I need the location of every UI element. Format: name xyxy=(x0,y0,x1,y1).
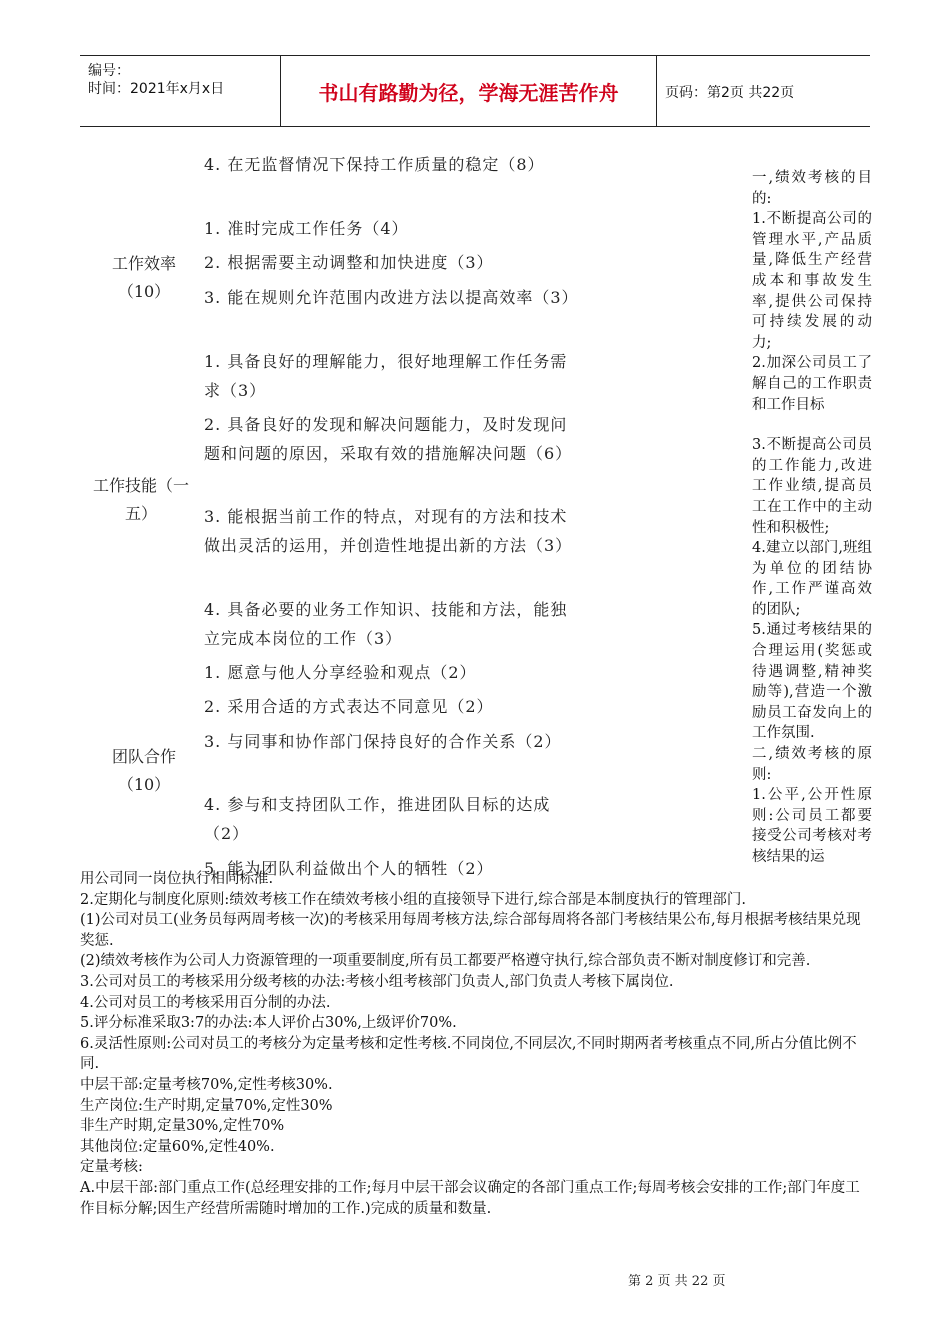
body-paragraph: A.中层干部:部门重点工作(总经理安排的工作;每月中层干部会议确定的各部门重点工作;每周考核会安排的工作;部门年度工作目标分解;因生产经营所需随时增加的工作.)完成的质量和数量. xyxy=(80,1179,860,1217)
criterion-item: 2. 具备良好的发现和解决问题能力，及时发现问题和问题的原因，采取有效的措施解决问题（6） xyxy=(204,415,573,463)
page-footer: 第 2 页 共 22 页 xyxy=(628,1274,726,1289)
criterion-item: 3. 与同事和协作部门保持良好的合作关系（2） xyxy=(204,732,562,751)
motto: 书山有路勤为径，学海无涯苦作舟 xyxy=(280,56,657,126)
body-paragraph: 其他岗位:定量60%,定性40%. xyxy=(80,1138,275,1155)
time-label: 时间：2021年x月x日 xyxy=(88,81,225,97)
sidebar-paragraph: 二,绩效考核的原则: xyxy=(752,746,872,783)
body-paragraph: 5.评分标准采取3:7的办法:本人评价占30%,上级评价70%. xyxy=(80,1015,457,1032)
body-paragraph: 中层干部:定量考核70%,定性考核30%. xyxy=(80,1076,333,1093)
body-paragraph: 4.公司对员工的考核采用百分制的办法. xyxy=(80,994,331,1011)
body-paragraph: (1)公司对员工(业务员每两周考核一次)的考核采用每周考核方法,综合部每周将各部门考核结果公布,每月根据考核结果兑现奖惩. xyxy=(80,912,861,949)
criterion-item: 3. 能在规则允许范围内改进方法以提高效率（3） xyxy=(204,288,579,307)
criterion-item: 2. 根据需要主动调整和加快进度（3） xyxy=(204,253,494,272)
criterion-item: 4. 具备必要的业务工作知识、技能和方法，能独立完成本岗位的工作（3） xyxy=(204,600,568,648)
section-label: 团队合作 （10） xyxy=(111,747,176,794)
number-label: 编号： xyxy=(88,63,130,79)
page-header xyxy=(80,55,870,127)
header-meta xyxy=(88,62,288,98)
body-paragraph: 2.定期化与制度化原则:绩效考核工作在绩效考核小组的直接领导下进行,综合部是本制度执行的管理部门. xyxy=(80,891,746,908)
sidebar-paragraph: 2.加深公司员工了解自己的工作职责和工作目标 xyxy=(752,355,872,413)
sidebar-paragraph: 1.不断提高公司的管理水平,产品质量,降低生产经营成本和事故发生率,提供公司保持可持续发展的动力; xyxy=(752,211,872,351)
criterion-item: 1. 准时完成工作任务（4） xyxy=(204,219,409,238)
sidebar-paragraph: 3.不断提高公司员的工作能力,改进工作业绩,提高员工在工作中的主动性和积极性; xyxy=(752,437,872,536)
criterion-item: 3. 能根据当前工作的特点，对现有的方法和技术做出灵活的运用，并创造性地提出新的方法（3） xyxy=(204,507,573,555)
body-text xyxy=(80,869,872,1219)
body-paragraph: 生产岗位:生产时期,定量70%,定性30% xyxy=(80,1097,333,1114)
section-label: 工作技能（一 五） xyxy=(92,476,189,523)
criterion-item: 1. 愿意与他人分享经验和观点（2） xyxy=(204,663,477,682)
section-label: 工作效率 （10） xyxy=(111,254,176,301)
body-paragraph: (2)绩效考核作为公司人力资源管理的一项重要制度,所有员工都要严格遵守执行,综合部负责不断对制度修订和完善. xyxy=(80,953,811,970)
criterion-item: 5. 能为团队利益做出个人的牺牲（2） xyxy=(204,859,494,878)
body-paragraph: 定量考核: xyxy=(80,1159,143,1176)
body-paragraph: 用公司同一岗位执行相同标准. xyxy=(80,871,274,887)
sidebar-paragraph: 1.公平,公开性原则:公司员工都要接受公司考核对考核结果的运 xyxy=(752,787,872,865)
page-info: 页码：第2页 共22页 xyxy=(665,85,795,101)
body-paragraph: 6.灵活性原则:公司对员工的考核分为定量考核和定性考核.不同岗位,不同层次,不同时期两者考核重点不同,所占分值比例不同. xyxy=(80,1035,857,1073)
criterion-item: 2. 采用合适的方式表达不同意见（2） xyxy=(204,697,494,716)
criterion-item: 4. 在无监督情况下保持工作质量的稳定（8） xyxy=(204,155,545,174)
sidebar-paragraph: 5.通过考核结果的合理运用(奖惩或待遇调整,精神奖励等),营造一个激励员工奋发向上的工作氛围. xyxy=(752,622,872,742)
sidebar-text xyxy=(752,168,872,868)
sidebar-paragraph: 一,绩效考核的目的: xyxy=(752,170,872,207)
body-paragraph: 非生产时期,定量30%,定性70% xyxy=(80,1118,285,1135)
sidebar-paragraph: 4.建立以部门,班组为单位的团结协作,工作严谨高效的团队; xyxy=(752,540,872,618)
criterion-item: 4. 参与和支持团队工作，推进团队目标的达成（2） xyxy=(204,795,551,843)
body-paragraph: 3.公司对员工的考核采用分级考核的办法:考核小组考核部门负责人,部门负责人考核下属岗位. xyxy=(80,973,674,990)
criterion-item: 1. 具备良好的理解能力，很好地理解工作任务需求（3） xyxy=(204,352,568,400)
